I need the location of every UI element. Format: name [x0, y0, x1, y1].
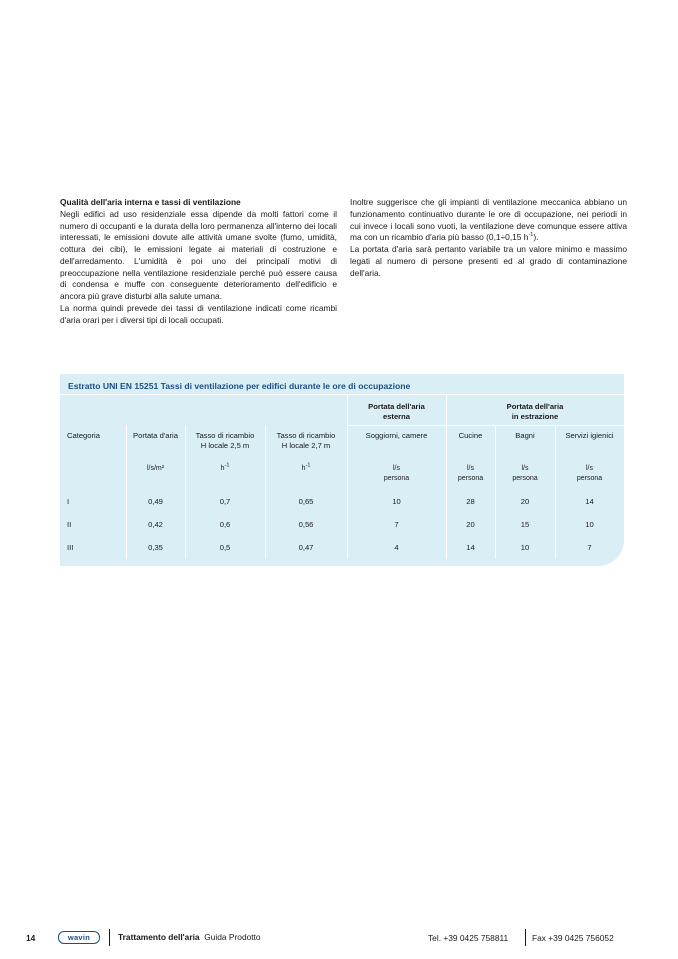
- right-paragraph-1: [350, 197, 627, 244]
- cell-servizi: 7: [587, 543, 592, 552]
- cell-tasso-2-5: 0,7: [219, 497, 231, 506]
- cell-soggiorni: 4: [394, 543, 399, 552]
- footer-title: [118, 932, 261, 942]
- cell-portata: 0,49: [148, 497, 163, 506]
- header-cucine: Cucine: [458, 431, 483, 440]
- header-tasso-2-7: [265, 431, 347, 451]
- divider: [347, 425, 624, 426]
- cell-cucine: 14: [466, 543, 475, 552]
- footer-title-regular: Guida Prodotto: [204, 932, 261, 942]
- wavin-logo: wavin: [58, 931, 100, 944]
- right-paragraph-1-main: Inoltre suggerisce che gli impianti di ventilazione meccanica abbiano un funzionamento continuativo durante le ore di occupazione, nei periodi in cui invece i locali sono vuoti, la ventilazione deve comunque essere attiva ma con un ricambio d'aria più basso (0,1÷0,15 h: [350, 197, 627, 243]
- group-header-extraction-line2: in estrazione: [511, 412, 559, 421]
- cell-cucine: 20: [466, 520, 475, 529]
- group-header-external: [347, 402, 446, 422]
- unit-persona: persona: [576, 475, 603, 482]
- divider: [126, 425, 127, 559]
- group-header-external-line1: Portata dell'aria: [368, 402, 425, 411]
- footer-divider: [525, 929, 526, 946]
- cell-portata: 0,35: [148, 543, 163, 552]
- group-header-extraction-line1: Portata dell'aria: [506, 402, 564, 411]
- cell-cucine: 28: [466, 497, 475, 506]
- section-heading: Qualità dell'aria interna e tassi di ventilazione: [60, 197, 241, 207]
- group-header-extraction: [446, 402, 624, 422]
- header-tasso-2-7-line1: Tasso di ricambio: [276, 431, 336, 440]
- unit-persona: persona: [457, 475, 484, 482]
- cell-soggiorni: 10: [392, 497, 401, 506]
- cell-categoria: II: [67, 520, 72, 529]
- unit-tasso-2-5-base: h: [220, 465, 225, 472]
- unit-tasso-2-7-base: h: [301, 465, 306, 472]
- page-footer: [0, 929, 678, 949]
- unit-portata: l/s/m²: [146, 465, 165, 472]
- cell-tasso-2-5: 0,5: [219, 543, 231, 552]
- left-text-column: [60, 197, 337, 326]
- cell-bagni: 10: [520, 543, 530, 552]
- cell-servizi: 14: [585, 497, 594, 506]
- unit-tasso-2-5: [185, 464, 265, 474]
- cell-tasso-2-7: 0,56: [298, 520, 314, 529]
- unit-ls: l/s: [467, 465, 474, 472]
- cell-portata: 0,42: [148, 520, 163, 529]
- header-tasso-2-7-line2: H locale 2,7 m: [281, 441, 331, 450]
- header-categoria: Categoria: [67, 431, 100, 440]
- right-paragraph-1-sup: -1: [528, 232, 534, 239]
- divider: [60, 394, 624, 395]
- header-servizi: Servizi igienici: [565, 431, 614, 440]
- divider: [495, 425, 496, 559]
- divider: [555, 425, 556, 559]
- cell-tasso-2-5: 0,6: [219, 520, 231, 529]
- cell-tasso-2-7: 0,65: [298, 497, 314, 506]
- unit-persona: persona: [383, 475, 410, 482]
- header-bagni: Bagni: [515, 431, 535, 440]
- header-soggiorni: Soggiorni, camere: [365, 431, 428, 440]
- cell-categoria: III: [67, 543, 74, 552]
- cell-tasso-2-7: 0,47: [298, 543, 314, 552]
- header-tasso-2-5: [185, 431, 265, 451]
- unit-ls: l/s: [586, 465, 593, 472]
- right-text-column: [350, 197, 627, 279]
- ventilation-table: [60, 374, 624, 566]
- unit-tasso-2-7: [265, 464, 347, 474]
- cell-categoria: I: [67, 497, 70, 506]
- cell-bagni: 15: [520, 520, 530, 529]
- unit-servizi: [555, 464, 624, 484]
- unit-tasso-2-5-sup: -1: [224, 462, 230, 469]
- cell-soggiorni: 7: [394, 520, 399, 529]
- header-portata: Portata d'aria: [133, 431, 178, 440]
- footer-title-bold: Trattamento dell'aria: [118, 932, 200, 942]
- unit-soggiorni: [347, 464, 446, 484]
- header-tasso-2-5-line1: Tasso di ricambio: [195, 431, 255, 440]
- unit-bagni: [495, 464, 555, 484]
- footer-fax: Fax +39 0425 756052: [532, 933, 614, 943]
- group-header-external-line2: esterna: [382, 412, 411, 421]
- table-title: Estratto UNI EN 15251 Tassi di ventilazione per edifici durante le ore di occupazione: [68, 381, 411, 391]
- unit-ls: l/s: [521, 465, 529, 472]
- header-tasso-2-5-line2: H locale 2,5 m: [200, 441, 250, 450]
- unit-ls: l/s: [393, 465, 400, 472]
- right-paragraph-1-end: ).: [533, 232, 539, 243]
- left-paragraph-1: Negli edifici ad uso residenziale essa dipende da molti fattori come il numero di occupanti e la durata della loro permanenza all'interno dei locali interessati, le emissioni dovute alle attività umane svolte (fumo, umidità, cottura dei cibi), le emissioni legate ai materiali di costruzione e dell'arredamento. L'umidità è poi uno dei principali motivi di preoccupazione nella ventilazione residenziale perché può essere causa di condensa e muffe con conseguente deterioramento dell'edificio e ancora più grave disturbi alla salute umana.: [60, 208, 337, 301]
- cell-servizi: 10: [585, 520, 594, 529]
- footer-tel: Tel. +39 0425 758811: [428, 933, 509, 943]
- cell-bagni: 20: [520, 497, 530, 506]
- right-paragraph-2: La portata d'aria sarà pertanto variabile tra un valore minimo e massimo legati al numero di persone presenti ed al grado di contaminazione dell'aria.: [350, 244, 627, 278]
- footer-divider: [109, 929, 110, 946]
- unit-cucine: [446, 464, 495, 484]
- unit-persona: persona: [512, 475, 538, 482]
- unit-tasso-2-7-sup: -1: [305, 462, 311, 469]
- page-number: 14: [26, 933, 36, 943]
- left-paragraph-2: La norma quindi prevede dei tassi di ventilazione indicati come ricambi d'aria orari per i diversi tipi di locali occupati.: [60, 302, 337, 325]
